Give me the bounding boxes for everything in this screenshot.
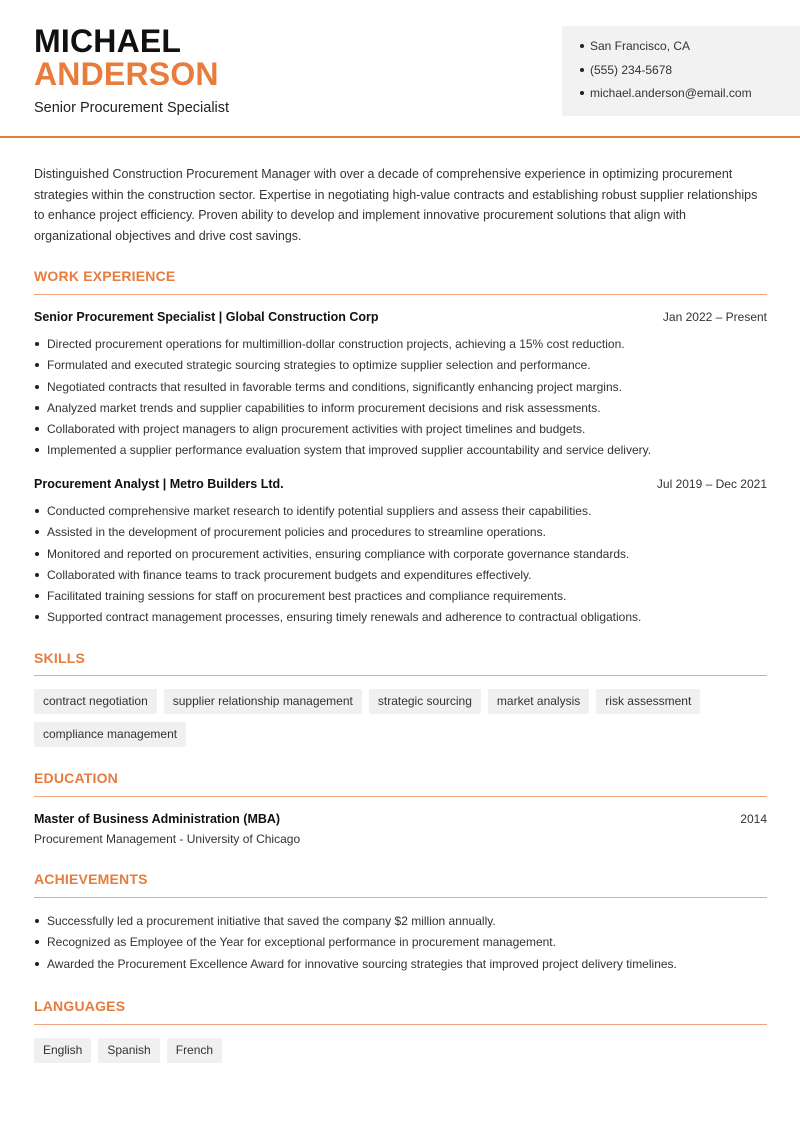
first-name: MICHAEL: [34, 23, 182, 59]
list-item: Implemented a supplier performance evaluation system that improved supplier accountability and service delivery.: [34, 442, 774, 463]
skill-chip: compliance management: [34, 722, 186, 747]
section-divider: [34, 1024, 767, 1025]
contact-email[interactable]: michael.anderson@email.com: [580, 84, 800, 108]
list-item: Collaborated with project managers to align procurement activities with project timelines and budgets.: [34, 421, 774, 442]
list-item: Facilitated training sessions for staff on procurement best practices and compliance requirements.: [34, 588, 774, 609]
list-item: Directed procurement operations for multimillion-dollar construction projects, achieving a 15% cost reduction.: [34, 336, 774, 357]
summary-text: Distinguished Construction Procurement Manager with over a decade of comprehensive experience in optimizing procurement strategies within the construction sector. Expertise in negotiating high-value contracts and establishing robust supplier relationships to enhance project efficiency. Proven ability to develop and implement innovative procurement solutions that align with organizational objectives and drive cost savings.: [34, 167, 758, 243]
contact-phone: (555) 234-5678: [580, 61, 800, 85]
job-header: [34, 310, 767, 324]
list-item: Formulated and executed strategic sourcing strategies to optimize supplier selection and performance.: [34, 357, 774, 378]
education-school: Procurement Management - University of Chicago: [34, 832, 301, 846]
skill-chip: risk assessment: [596, 689, 700, 714]
skill-chip: market analysis: [488, 689, 589, 714]
languages-list: [34, 1038, 767, 1063]
section-divider: [34, 675, 767, 676]
job-bullets: [34, 503, 774, 631]
achievements-list: [34, 913, 774, 977]
job-dates: Jul 2019 – Dec 2021: [656, 477, 767, 491]
contact-location: San Francisco, CA: [580, 37, 800, 61]
section-divider: [34, 796, 767, 797]
language-chip: English: [34, 1038, 91, 1063]
work-experience-heading: WORK EXPERIENCE: [34, 268, 176, 284]
list-item: Collaborated with finance teams to track procurement budgets and expenditures effectively.: [34, 567, 774, 588]
languages-heading: LANGUAGES: [34, 998, 126, 1014]
section-divider: [34, 294, 767, 295]
list-item: Monitored and reported on procurement activities, ensuring compliance with corporate governance standards.: [34, 546, 774, 567]
contact-box: [562, 26, 800, 116]
list-item: Analyzed market trends and supplier capabilities to inform procurement decisions and risk assessments.: [34, 400, 774, 421]
achievements-heading: ACHIEVEMENTS: [34, 871, 148, 887]
job-header: [34, 477, 767, 491]
job-role: Procurement Analyst | Metro Builders Ltd.: [34, 477, 284, 491]
job-bullets: [34, 336, 774, 464]
education-year: 2014: [740, 812, 767, 826]
list-item: Conducted comprehensive market research to identify potential suppliers and assess their capabilities.: [34, 503, 774, 524]
resume-header: [0, 0, 800, 138]
skills-list: [34, 689, 767, 747]
education-heading: EDUCATION: [34, 770, 118, 786]
skill-chip: supplier relationship management: [164, 689, 362, 714]
list-item: Negotiated contracts that resulted in favorable terms and conditions, significantly enhancing project margins.: [34, 379, 774, 400]
job-title: Senior Procurement Specialist: [34, 100, 230, 116]
list-item: Assisted in the development of procurement policies and procedures to streamline operations.: [34, 524, 774, 545]
language-chip: Spanish: [98, 1038, 159, 1063]
education-degree: Master of Business Administration (MBA): [34, 812, 281, 826]
list-item: Recognized as Employee of the Year for exceptional performance in procurement management.: [34, 934, 774, 955]
skill-chip: strategic sourcing: [369, 689, 481, 714]
language-chip: French: [167, 1038, 222, 1063]
job-role: Senior Procurement Specialist | Global Construction Corp: [34, 310, 379, 324]
skill-chip: contract negotiation: [34, 689, 157, 714]
section-divider: [34, 897, 767, 898]
skills-heading: SKILLS: [34, 650, 85, 666]
job-dates: Jan 2022 – Present: [662, 310, 767, 324]
list-item: Successfully led a procurement initiative that saved the company $2 million annually.: [34, 913, 774, 934]
list-item: Awarded the Procurement Excellence Award for innovative sourcing strategies that improved project delivery timelines.: [34, 956, 774, 977]
list-item: Supported contract management processes, ensuring timely renewals and adherence to contractual obligations.: [34, 609, 774, 630]
last-name: ANDERSON: [34, 56, 219, 92]
